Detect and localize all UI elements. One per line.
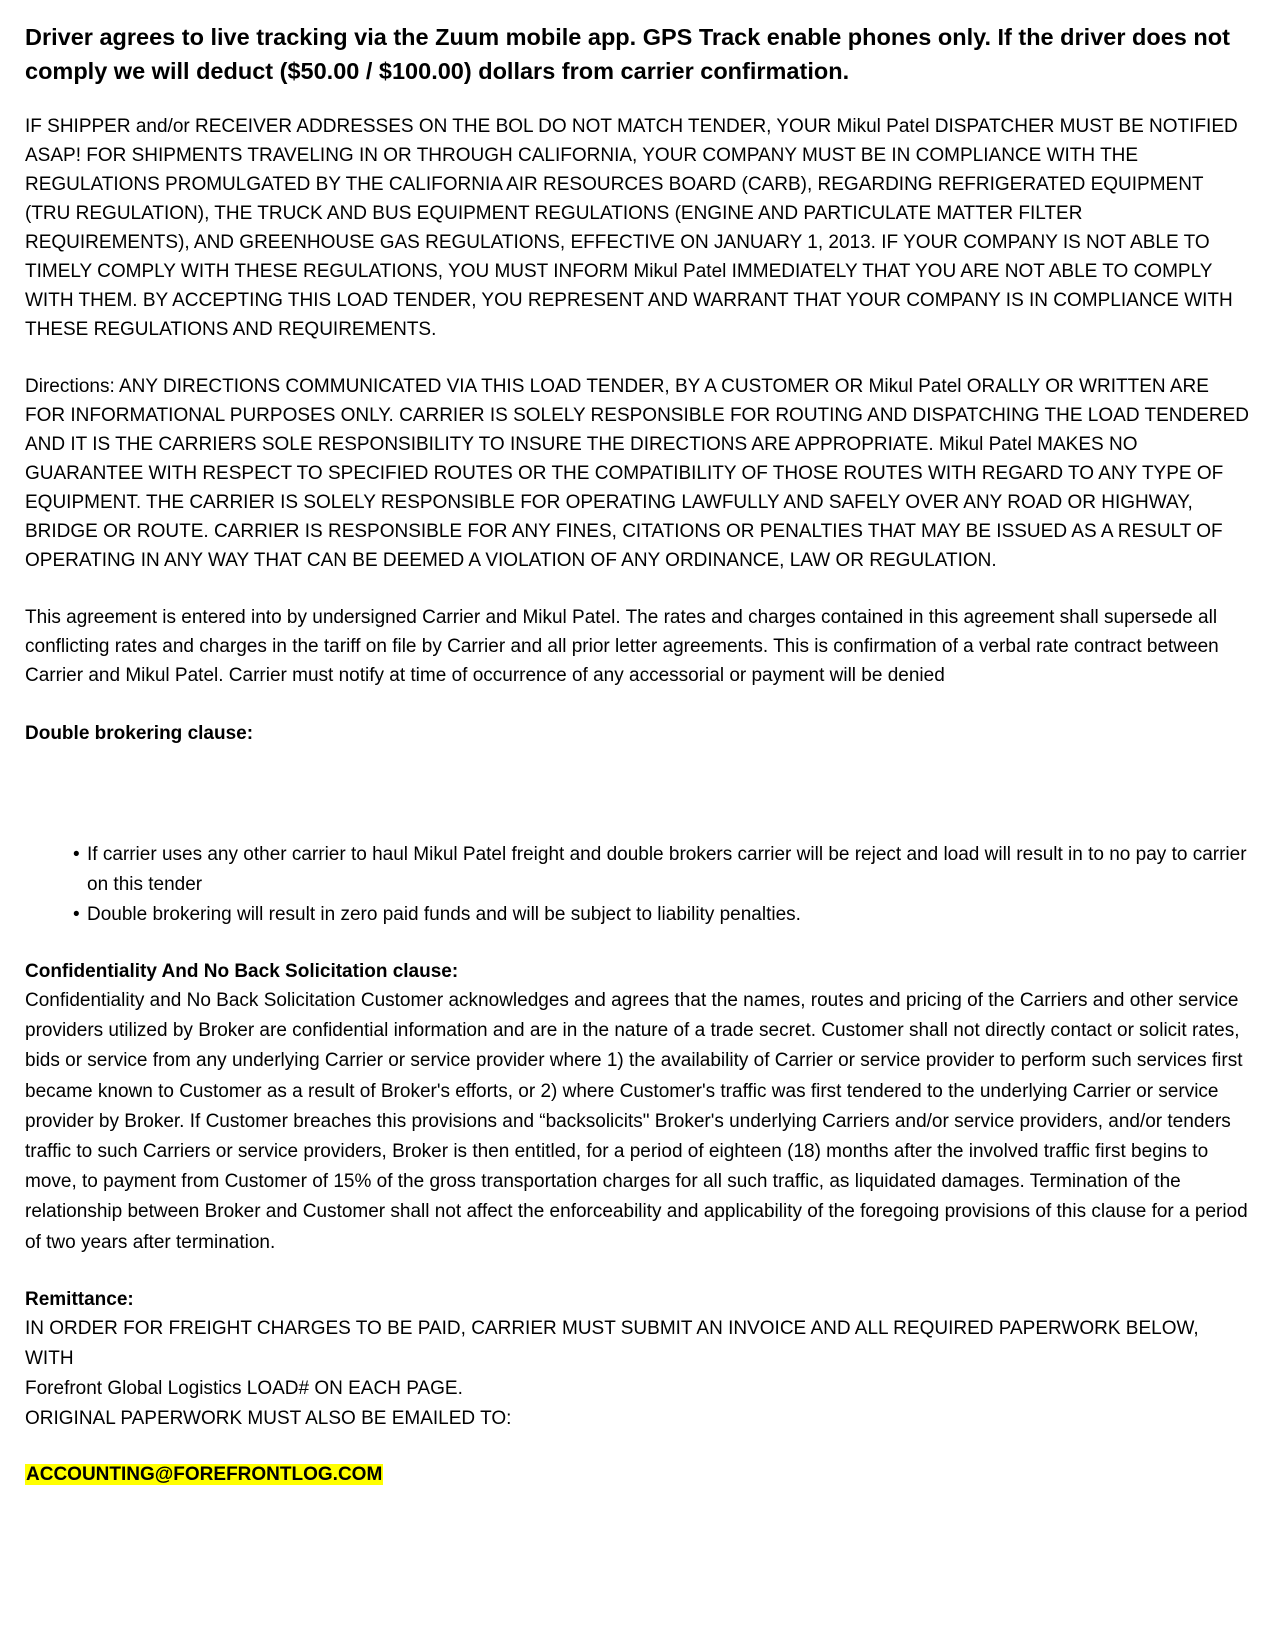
list-item: [73, 840, 1250, 900]
directions-paragraph: Directions: ANY DIRECTIONS COMMUNICATED VIA THIS LOAD TENDER, BY A CUSTOMER OR Mikul Patel ORALLY OR WRITTEN ARE FOR INFORMATIONAL PURPOSES ONLY. CARRIER IS SOLELY RESPONSIBLE FOR ROUTING AND DISPATCHING THE LOAD TENDERED AND IT IS THE CARRIERS SOLE RESPONSIBILITY TO INSURE THE DIRECTIONS ARE APPROPRIATE. Mikul Patel MAKES NO GUARANTEE WITH RESPECT TO SPECIFIED ROUTES OR THE COMPATIBILITY OF THOSE ROUTES WITH REGARD TO ANY TYPE OF EQUIPMENT. THE CARRIER IS SOLELY RESPONSIBLE FOR OPERATING LAWFULLY AND SAFELY OVER ANY ROAD OR HIGHWAY, BRIDGE OR ROUTE. CARRIER IS RESPONSIBLE FOR ANY FINES, CITATIONS OR PENALTIES THAT MAY BE ISSUED AS A RESULT OF OPERATING IN ANY WAY THAT CAN BE DEEMED A VIOLATION OF ANY ORDINANCE, LAW OR REGULATION.: [25, 376, 1249, 571]
agreement-paragraph: This agreement is entered into by undersigned Carrier and Mikul Patel. The rates and charges contained in this agreement shall supersede all conflicting rates and charges in the tariff on file by Carrier and all prior letter agreements. This is confirmation of a verbal rate contract between Carrier and Mikul Patel. Carrier must notify at time of occurrence of any accessorial or payment will be denied: [25, 607, 1219, 686]
bullet-icon: •: [73, 844, 80, 865]
remittance-load-number-note: Forefront Global Logistics LOAD# ON EACH PAGE.: [25, 1377, 463, 1399]
tracking-headline: Driver agrees to live tracking via the Zuum mobile app. GPS Track enable phones only. If the driver does not comply we will deduct ($50.00 / $100.00) dollars from carrier confirmation.: [25, 24, 1230, 84]
document-page: [25, 20, 1250, 1488]
double-brokering-section: [25, 720, 1250, 930]
remittance-title: Remittance:: [25, 1288, 134, 1310]
confidentiality-title: Confidentiality And No Back Solicitation clause:: [25, 961, 459, 982]
confidentiality-body: Confidentiality and No Back Solicitation Customer acknowledges and agrees that the names, routes and pricing of the Carriers and other service providers utilized by Broker are confidential information and are in the nature of a trade secret. Customer shall not directly contact or solicit rates, bids or service from any underlying Carrier or service provider where 1) the availability of Carrier or service provider to perform such services first became known to Customer as a result of Broker's efforts, or 2) where Customer's traffic was first tendered to the underlying Carrier or service provider by Broker. If Customer breaches this provisions and “backsolicits" Broker's underlying Carriers and/or service providers, and/or tenders traffic to such Carriers or service providers, Broker is then entitled, for a period of eighteen (18) months after the involved traffic first begins to move, to payment from Customer of 15% of the gross transportation charges for all such traffic, as liquidated damages. Termination of the relationship between Broker and Customer shall not affect the enforceability and applicability of the foregoing provisions of this clause for a period of two years after termination.: [25, 990, 1248, 1253]
email-container: [25, 1462, 1250, 1488]
accounting-email-link[interactable]: ACCOUNTING@FOREFRONTLOG.COM: [26, 1463, 383, 1485]
remittance-email-note: ORIGINAL PAPERWORK MUST ALSO BE EMAILED TO:: [25, 1407, 512, 1429]
remittance-section: [25, 1286, 1250, 1488]
list-item-text: If carrier uses any other carrier to haul Mikul Patel freight and double brokers carrier will be reject and load will result in to no pay to carrier on this tender: [87, 844, 1247, 895]
carb-compliance-paragraph: IF SHIPPER and/or RECEIVER ADDRESSES ON THE BOL DO NOT MATCH TENDER, YOUR Mikul Patel DISPATCHER MUST BE NOTIFIED ASAP! FOR SHIPMENTS TRAVELING IN OR THROUGH CALIFORNIA, YOUR COMPANY MUST BE IN COMPLIANCE WITH THE REGULATIONS PROMULGATED BY THE CALIFORNIA AIR RESOURCES BOARD (CARB), REGARDING REFRIGERATED EQUIPMENT (TRU REGULATION), THE TRUCK AND BUS EQUIPMENT REGULATIONS (ENGINE AND PARTICULATE MATTER FILTER REQUIREMENTS), AND GREENHOUSE GAS REGULATIONS, EFFECTIVE ON JANUARY 1, 2013. IF YOUR COMPANY IS NOT ABLE TO TIMELY COMPLY WITH THESE REGULATIONS, YOU MUST INFORM Mikul Patel IMMEDIATELY THAT YOU ARE NOT ABLE TO COMPLY WITH THEM. BY ACCEPTING THIS LOAD TENDER, YOU REPRESENT AND WARRANT THAT YOUR COMPANY IS IN COMPLIANCE WITH THESE REGULATIONS AND REQUIREMENTS.: [25, 116, 1238, 340]
double-brokering-title: Double brokering clause:: [25, 723, 254, 744]
confidentiality-section: [25, 958, 1250, 1258]
remittance-instruction: IN ORDER FOR FREIGHT CHARGES TO BE PAID, CARRIER MUST SUBMIT AN INVOICE AND ALL REQUIRED PAPERWORK BELOW, WITH: [25, 1317, 1199, 1369]
bullet-icon: •: [73, 904, 80, 925]
list-item: [73, 900, 1250, 930]
double-brokering-list: [25, 840, 1250, 930]
list-item-text: Double brokering will result in zero paid funds and will be subject to liability penalties.: [87, 904, 801, 925]
